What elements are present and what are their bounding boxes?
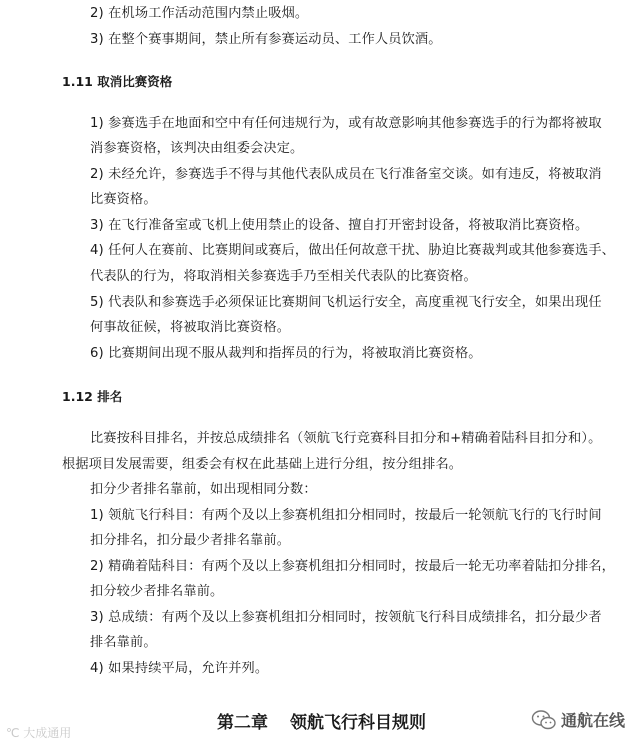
paragraph-line: 5) 代表队和参赛选手必须保证比赛期间飞机运行安全，高度重视飞行安全，如果出现任	[90, 295, 602, 310]
list-item: 2) 在机场工作活动范围内禁止吸烟。	[90, 6, 309, 21]
paragraph-line: 6) 比赛期间出现不服从裁判和指挥员的行为，将被取消比赛资格。	[90, 346, 482, 361]
paragraph-line: 4) 如果持续平局，允许并列。	[90, 661, 269, 676]
list-item: 3) 在整个赛事期间，禁止所有参赛运动员、工作人员饮酒。	[90, 32, 442, 47]
paragraph-line: 2) 未经允许，参赛选手不得与其他代表队成员在飞行准备室交谈。如有违反，将被取消	[90, 167, 602, 182]
watermark-right	[531, 708, 625, 731]
paragraph-line: 消参赛资格，该判决由组委会决定。	[90, 141, 304, 156]
paragraph-line: 1) 领航飞行科目：有两个及以上参赛机组扣分相同时，按最后一轮领航飞行的飞行时间	[90, 508, 602, 523]
paragraph-line: 3) 在飞行准备室或飞机上使用禁止的设备、擅自打开密封设备，将被取消比赛资格。	[90, 218, 589, 233]
paragraph-line: 1) 参赛选手在地面和空中有任何违规行为，或有故意影响其他参赛选手的行为都将被取	[90, 116, 602, 131]
watermark-left: ℃ 大成通用	[6, 726, 72, 740]
watermark-right-text: 通航在线	[560, 711, 625, 730]
paragraph-line: 排名靠前。	[90, 635, 157, 650]
wechat-icon	[531, 709, 557, 731]
paragraph-line: 扣分少者排名靠前，如出现相同分数：	[90, 482, 317, 497]
paragraph-line: 扣分较少者排名靠前。	[90, 584, 224, 599]
section-heading-1-11: 1.11 取消比赛资格	[62, 74, 173, 89]
chapter-title: 领航飞行科目规则	[290, 713, 426, 733]
paragraph-line: 3) 总成绩：有两个及以上参赛机组扣分相同时，按领航飞行科目成绩排名，扣分最少者	[90, 610, 602, 625]
paragraph-line: 比赛按科目排名，并按总成绩排名（领航飞行竞赛科目扣分和+精确着陆科目扣分和）。	[90, 431, 602, 446]
paragraph-line: 扣分排名，扣分最少者排名靠前。	[90, 533, 291, 548]
paragraph-line: 4) 任何人在赛前、比赛期间或赛后，做出任何故意干扰、胁迫比赛裁判或其他参赛选手、	[90, 243, 615, 258]
paragraph-line: 比赛资格。	[90, 192, 157, 207]
paragraph-line: 根据项目发展需要，组委会有权在此基础上进行分组，按分组排名。	[62, 457, 463, 472]
paragraph-line: 何事故征候，将被取消比赛资格。	[90, 320, 291, 335]
section-heading-1-12: 1.12 排名	[62, 389, 123, 404]
paragraph-line: 2) 精确着陆科目：有两个及以上参赛机组扣分相同时，按最后一轮无功率着陆扣分排名，	[90, 559, 615, 574]
paragraph-line: 代表队的行为，将取消相关参赛选手乃至相关代表队的比赛资格。	[90, 269, 477, 284]
chapter-number: 第二章	[217, 713, 268, 733]
